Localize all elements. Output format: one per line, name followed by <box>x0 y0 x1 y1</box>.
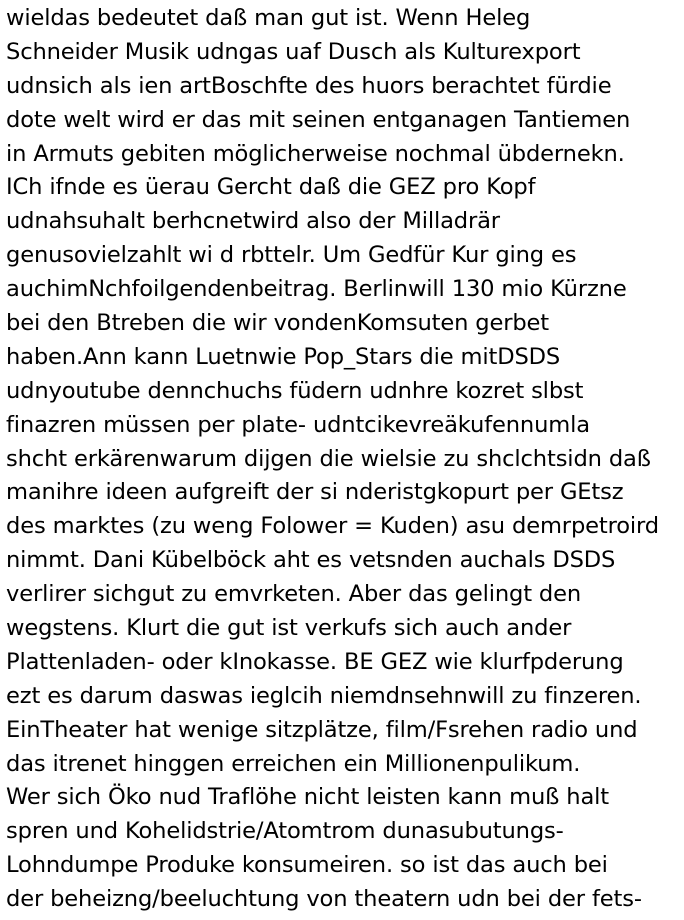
text-line: der beheizng/beeluchtung von theatern udn bei der fets- <box>6 886 642 913</box>
text-line: nimmt. Dani Kübelböck aht es vetsnden auchals DSDS <box>6 547 616 574</box>
text-line: udnyoutube dennchuchs füdern udnhre kozret slbst <box>6 377 584 404</box>
text-line: finazren müssen per plate- udntcikevreäkufennumla <box>6 411 590 438</box>
text-line: auchimNchfoilgendenbeitrag. Berlinwill 130 mio Kürzne <box>6 276 627 303</box>
text-line: Wer sich Öko nud Traflöhe nicht leisten kann muß halt <box>6 784 609 811</box>
text-line: haben.Ann kann Luetnwie Pop_Stars die mitDSDS <box>6 343 561 370</box>
text-line: Schneider Musik udngas uaf Dusch als Kulturexport <box>6 38 581 65</box>
text-line: udnsich als ien artBoschfte des huors berachtet fürdie <box>6 72 612 99</box>
text-line: das itrenet hinggen erreichen ein Millionenpulikum. <box>6 750 581 777</box>
text-line: wieldas bedeutet daß man gut ist. Wenn Heleg <box>6 5 531 31</box>
text-line: ezt es darum daswas ieglcih niemdnsehnwill zu finzeren. <box>6 682 642 709</box>
body-text <box>6 2 682 917</box>
text-line: wegstens. Klurt die gut ist verkufs sich auch ander <box>6 615 572 642</box>
text-line: verlirer sichgut zu emvrketen. Aber das gelingt den <box>6 581 582 608</box>
text-line: ICh ifnde es üerau Gercht daß die GEZ pro Kopf <box>6 174 536 201</box>
text-line: udnahsuhalt berhcnetwird also der Milladrär <box>6 208 500 235</box>
text-line: manihre ideen aufgreift der si nderistgkopurt per GEtsz <box>6 479 624 506</box>
text-line: Lohndumpe Produke konsumeiren. so ist das auch bei <box>6 852 608 879</box>
text-line: Plattenladen- oder kInokasse. BE GEZ wie klurfpderung <box>6 648 624 675</box>
text-line: spren und Kohelidstrie/Atomtrom dunasubutungs- <box>6 818 564 845</box>
text-line: genusovielzahlt wi d rbttelr. Um Gedfür Kur ging es <box>6 242 577 269</box>
text-line: EinTheater hat wenige sitzplätze, film/Fsrehen radio und <box>6 716 638 743</box>
text-line: des marktes (zu weng Folower = Kuden) asu demrpetroird <box>6 513 659 540</box>
text-line: in Armuts gebiten möglicherweise nochmal übdernekn. <box>6 140 625 167</box>
text-line: shcht erkärenwarum dijgen die wielsie zu shclchtsidn daß <box>6 445 651 472</box>
text-line: bei den Btreben die wir vondenKomsuten gerbet <box>6 310 550 337</box>
text-line: dote welt wird er das mit seinen entganagen Tantiemen <box>6 106 631 133</box>
